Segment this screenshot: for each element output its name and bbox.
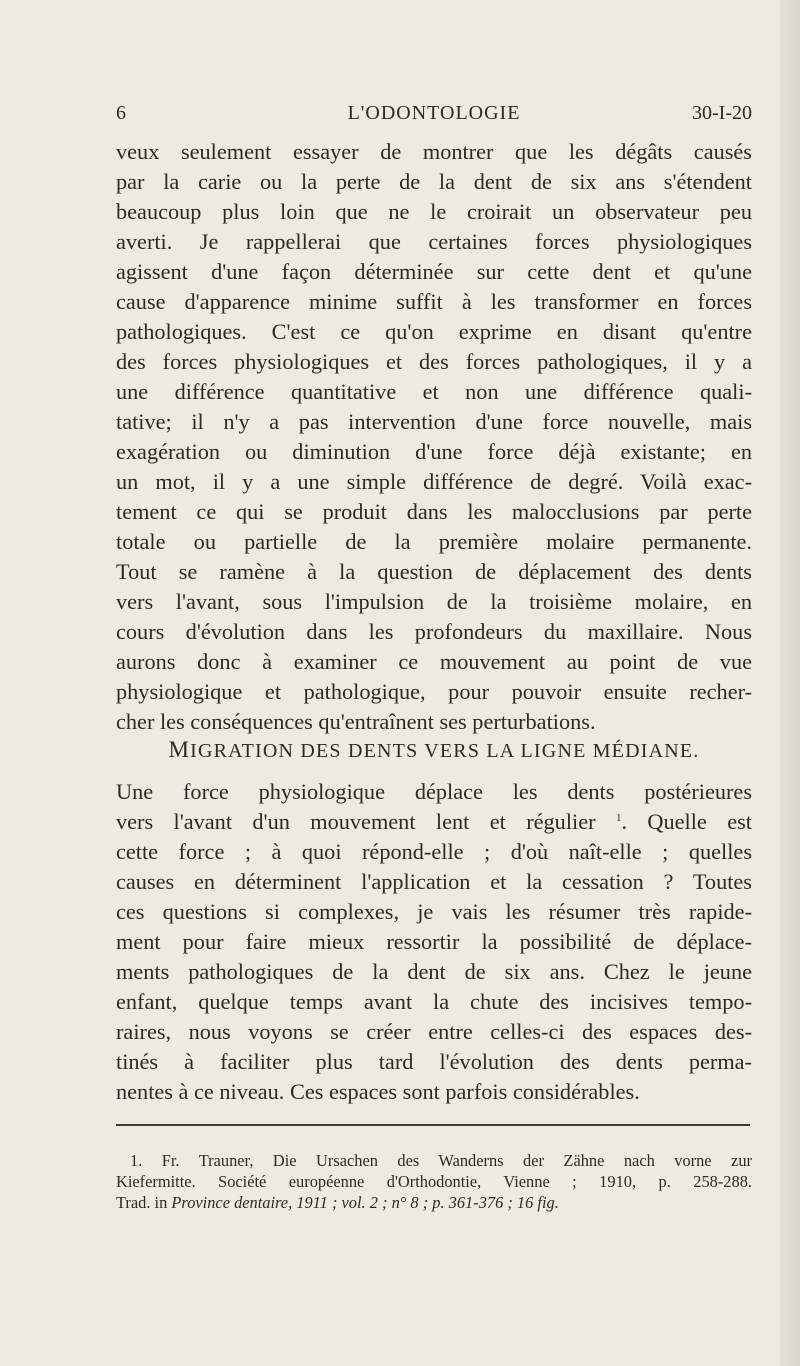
text-line: averti. Je rappellerai que certaines forces physiologiques (116, 229, 752, 254)
text-line: aurons donc à examiner ce mouvement au point de vue (116, 649, 752, 674)
text-line: exagération ou diminution d'une force déjà existante; en (116, 439, 752, 464)
issue-date: 30-I-20 (692, 102, 752, 124)
text-line: beaucoup plus loin que ne le croirait un observateur peu (116, 199, 752, 224)
text-line: tement ce qui se produit dans les malocclusions par perte (116, 499, 752, 524)
text-line: causes en déterminent l'application et la cessation ? Toutes (116, 869, 752, 894)
footnote-line (116, 1192, 752, 1213)
text-line: raires, nous voyons se créer entre celles-ci des espaces des- (116, 1019, 752, 1044)
text-line: cher les conséquences qu'entraînent ses perturbations. (116, 709, 596, 734)
footnote-line: 1. Fr. Trauner, Die Ursachen des Wanderns der Zähne nach vorne zur (130, 1151, 752, 1170)
text-line (116, 807, 752, 837)
text-line: physiologique et pathologique, pour pouvoir ensuite recher- (116, 679, 752, 704)
running-head (116, 102, 752, 132)
text-line: Tout se ramène à la question de déplacement des dents (116, 559, 752, 584)
text-line: pathologiques. C'est ce qu'on exprime en disant qu'entre (116, 319, 752, 344)
text-line: par la carie ou la perte de la dent de six ans s'étendent (116, 169, 752, 194)
text-line: cause d'apparence minime suffit à les transformer en forces (116, 289, 752, 314)
text-line: vers l'avant, sous l'impulsion de la troisième molaire, en (116, 589, 752, 614)
text-line: veux seulement essayer de montrer que les dégâts causés (116, 139, 752, 164)
text-segment: . Quelle est (621, 809, 752, 834)
text-line: Une force physiologique déplace les dents postérieures (116, 779, 752, 804)
text-line: des forces physiologiques et des forces pathologiques, il y a (116, 349, 752, 374)
page-edge (780, 0, 800, 1366)
journal-title: L'ODONTOLOGIE (347, 102, 521, 124)
section-heading-initial: M (168, 737, 191, 762)
text-line: nentes à ce niveau. Ces espaces sont parfois considérables. (116, 1079, 640, 1104)
text-line: une différence quantitative et non une différence quali- (116, 379, 752, 404)
text-line: enfant, quelque temps avant la chute des incisives tempo- (116, 989, 752, 1014)
text-line: ces questions si complexes, je vais les résumer très rapide- (116, 899, 752, 924)
text-segment: vers l'avant d'un mouvement lent et régulier (116, 809, 596, 834)
text-line: ment pour faire mieux ressortir la possibilité de déplace- (116, 929, 752, 954)
text-line: ments pathologiques de la dent de six ans. Chez le jeune (116, 959, 752, 984)
text-line: un mot, il y a une simple différence de degré. Voilà exac- (116, 469, 752, 494)
footnote-citation: Province dentaire, 1911 ; vol. 2 ; n° 8 ; p. 361-376 ; 16 fig. (171, 1193, 559, 1212)
text-line: cours d'évolution dans les profondeurs du maxillaire. Nous (116, 619, 752, 644)
footnote-segment: Trad. in (116, 1193, 168, 1212)
text-line: agissent d'une façon déterminée sur cette dent et qu'une (116, 259, 752, 284)
text-line: cette force ; à quoi répond-elle ; d'où naît-elle ; quelles (116, 839, 752, 864)
text-line: tative; il n'y a pas intervention d'une force nouvelle, mais (116, 409, 752, 434)
section-heading (116, 735, 752, 766)
footnote-line: Kiefermitte. Société européenne d'Orthodontie, Vienne ; 1910, p. 258-288. (116, 1172, 752, 1191)
text-line: totale ou partielle de la première molaire permanente. (116, 529, 752, 554)
text-line: tinés à faciliter plus tard l'évolution des dents perma- (116, 1049, 752, 1074)
footnote-divider (116, 1124, 750, 1126)
page-number: 6 (116, 102, 126, 124)
section-heading-rest: IGRATION DES DENTS VERS LA LIGNE MÉDIANE. (190, 740, 700, 762)
footnote-marker: 1 (615, 812, 622, 824)
